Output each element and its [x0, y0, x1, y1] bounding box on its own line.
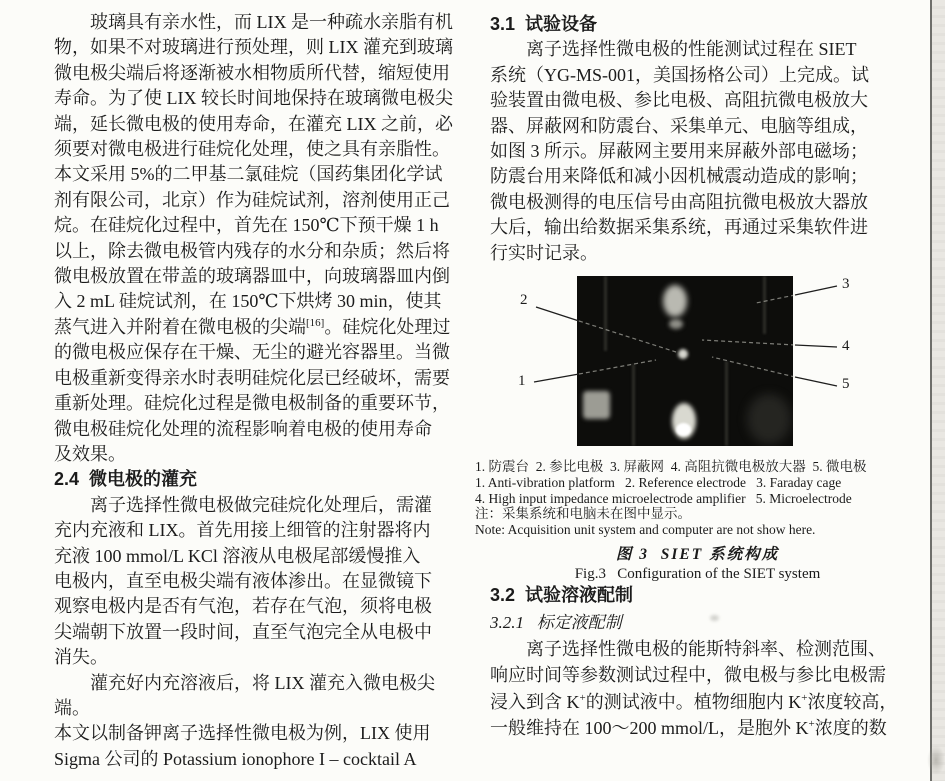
- figure-3-caption: [475, 459, 920, 583]
- text-line: 响应时间等参数测试过程中，微电极与参比电极需: [490, 665, 886, 686]
- text-line: 离子选择性微电极的性能测试过程在 SIET: [526, 39, 857, 60]
- text-line: 入 2 mL 硅烷试剂，在 150℃下烘烤 30 min，使其: [54, 291, 442, 312]
- text-line: 离子选择性微电极做完硅烷化处理后，需灌: [90, 494, 432, 515]
- text-line: 微电极放置在带盖的玻璃器皿中，向玻璃器皿内倒: [54, 266, 450, 287]
- text-line: 大后，输出给数据采集系统，再通过采集软件进: [490, 217, 868, 238]
- figure-note-cn: 注：采集系统和电脑未在图中显示。: [475, 506, 691, 522]
- text-line: 端，延长微电极的使用寿命，在灌充 LIX 之前，必: [54, 113, 453, 134]
- heading-2-4: 2.4 微电极的灌充: [54, 469, 198, 490]
- callout-lines: [490, 276, 920, 446]
- callout-2: 2: [520, 292, 528, 309]
- figure-legend-en-2: 4. High input impedance microelectrode amplifier 5. Microelectrode: [475, 490, 852, 506]
- paragraph-lix-filling: [54, 671, 470, 773]
- callout-5: 5: [842, 376, 850, 393]
- text-line: 剂有限公司，北京）作为硅烷试剂，溶剂使用正己: [54, 189, 450, 210]
- heading-3-2: 3.2 试验溶液配制: [490, 585, 634, 606]
- text-line: 电极重新变得亲水时表明硅烷化层已经破坏，需要: [54, 367, 450, 388]
- heading-3-2-1: 3.2.1 标定液配制: [490, 613, 622, 633]
- figure-title-en: Fig.3 Configuration of the SIET system: [574, 566, 821, 583]
- paragraph-electrode-filling: [54, 493, 470, 671]
- text-line: 系统（YG-MS-001，美国扬格公司）上完成。试: [490, 64, 870, 85]
- text-line: 须要对微电极进行硅烷化处理，使之具有亲脂性。: [54, 139, 450, 160]
- text-line: 蒸气进入并附着在微电极的尖端[16]。硅烷化处理过: [54, 316, 451, 337]
- figure-legend-cn: 1. 防震台 2. 参比电极 3. 屏蔽网 4. 高阻抗微电极放大器 5. 微电极: [475, 459, 867, 475]
- scanned-page-edge: [930, 0, 945, 781]
- text-line: 及效果。: [54, 443, 126, 464]
- paragraph-calibration-solution: [490, 636, 920, 742]
- callout-1: 1: [518, 373, 526, 390]
- text-line: 烷。在硅烷化过程中，首先在 150℃下预干燥 1 h: [54, 215, 439, 236]
- text-line: 器、屏蔽网和防震台、采集单元、电脑等组成，: [490, 115, 868, 136]
- text-line: 本文采用 5%的二甲基二氯硅烷（国药集团化学试: [54, 164, 443, 185]
- text-line: 微电极硅烷化处理的流程影响着电极的使用寿命: [54, 418, 432, 439]
- figure-3: [490, 276, 920, 446]
- text-line: 浸入到含 K+的测试液中。植物细胞内 K+浓度较高，: [490, 691, 898, 712]
- text-line: 观察电极内是否有气泡，若存在气泡，须将电极: [54, 596, 432, 617]
- heading-3-1: 3.1 试验设备: [490, 14, 598, 34]
- text-line: 物，如果不对玻璃进行预处理，则 LIX 灌充到玻璃: [54, 37, 453, 58]
- figure-legend-en-1: 1. Anti-vibration platform 2. Reference electrode 3. Faraday cage: [475, 474, 842, 490]
- text-line: 离子选择性微电极的能斯特斜率、检测范围、: [526, 638, 886, 659]
- figure-title-cn: 图 3 SIET 系统构成: [615, 546, 780, 564]
- text-line: 一般维持在 100～200 mmol/L，是胞外 K+浓度的数: [490, 718, 887, 739]
- text-line: 消失。: [54, 647, 108, 668]
- text-line: 微电极测得的电压信号由高阻抗微电极放大器放: [490, 191, 868, 212]
- text-line: 验装置由微电极、参比电极、高阻抗微电极放大: [490, 90, 868, 111]
- text-line: 充液 100 mmol/L KCl 溶液从电极尾部缓慢推入: [54, 545, 421, 566]
- text-line: 充内充液和 LIX。首先用接上细管的注射器将内: [54, 520, 431, 541]
- text-line: 如图 3 所示。屏蔽网主要用来屏蔽外部电磁场；: [490, 141, 868, 162]
- paragraph-silanization: [54, 10, 470, 467]
- text-line: 本文以制备钾离子选择性微电极为例，LIX 使用: [54, 723, 431, 744]
- text-line: 尖端朝下放置一段时间，直至气泡完全从电极中: [54, 621, 432, 642]
- callout-4: 4: [842, 338, 850, 355]
- text-line: 的微电极应保存在干燥、无尘的避光容器里。当微: [54, 342, 450, 363]
- text-line: 行实时记录。: [490, 242, 598, 263]
- callout-3: 3: [842, 276, 850, 293]
- scan-smudge: [710, 615, 719, 621]
- text-line: 寿命。为了使 LIX 较长时间地保持在玻璃微电极尖: [54, 88, 453, 109]
- figure-note-en: Note: Acquisition unit system and computer are not show here.: [475, 522, 816, 538]
- paragraph-equipment: [490, 37, 920, 266]
- right-column: [475, 12, 920, 741]
- left-column: [54, 10, 470, 772]
- text-line: 重新处理。硅烷化过程是微电极制备的重要环节，: [54, 393, 450, 414]
- text-line: 防震台用来降低和减小因机械震动造成的影响；: [490, 166, 868, 187]
- text-line: Sigma 公司的 Potassium ionophore I – cocktail A: [54, 748, 417, 769]
- text-line: 微电极尖端后将逐渐被水相物质所代替，缩短使用: [54, 62, 450, 83]
- text-line: 电极内，直至电极尖端有液体渗出。在显微镜下: [54, 570, 432, 591]
- text-line: 灌充好内充溶液后，将 LIX 灌充入微电极尖端。: [54, 672, 435, 718]
- text-line: 以上，除去微电极管内残存的水分和杂质；然后将: [54, 240, 450, 261]
- text-line: 玻璃具有亲水性，而 LIX 是一种疏水亲脂有机: [90, 12, 453, 32]
